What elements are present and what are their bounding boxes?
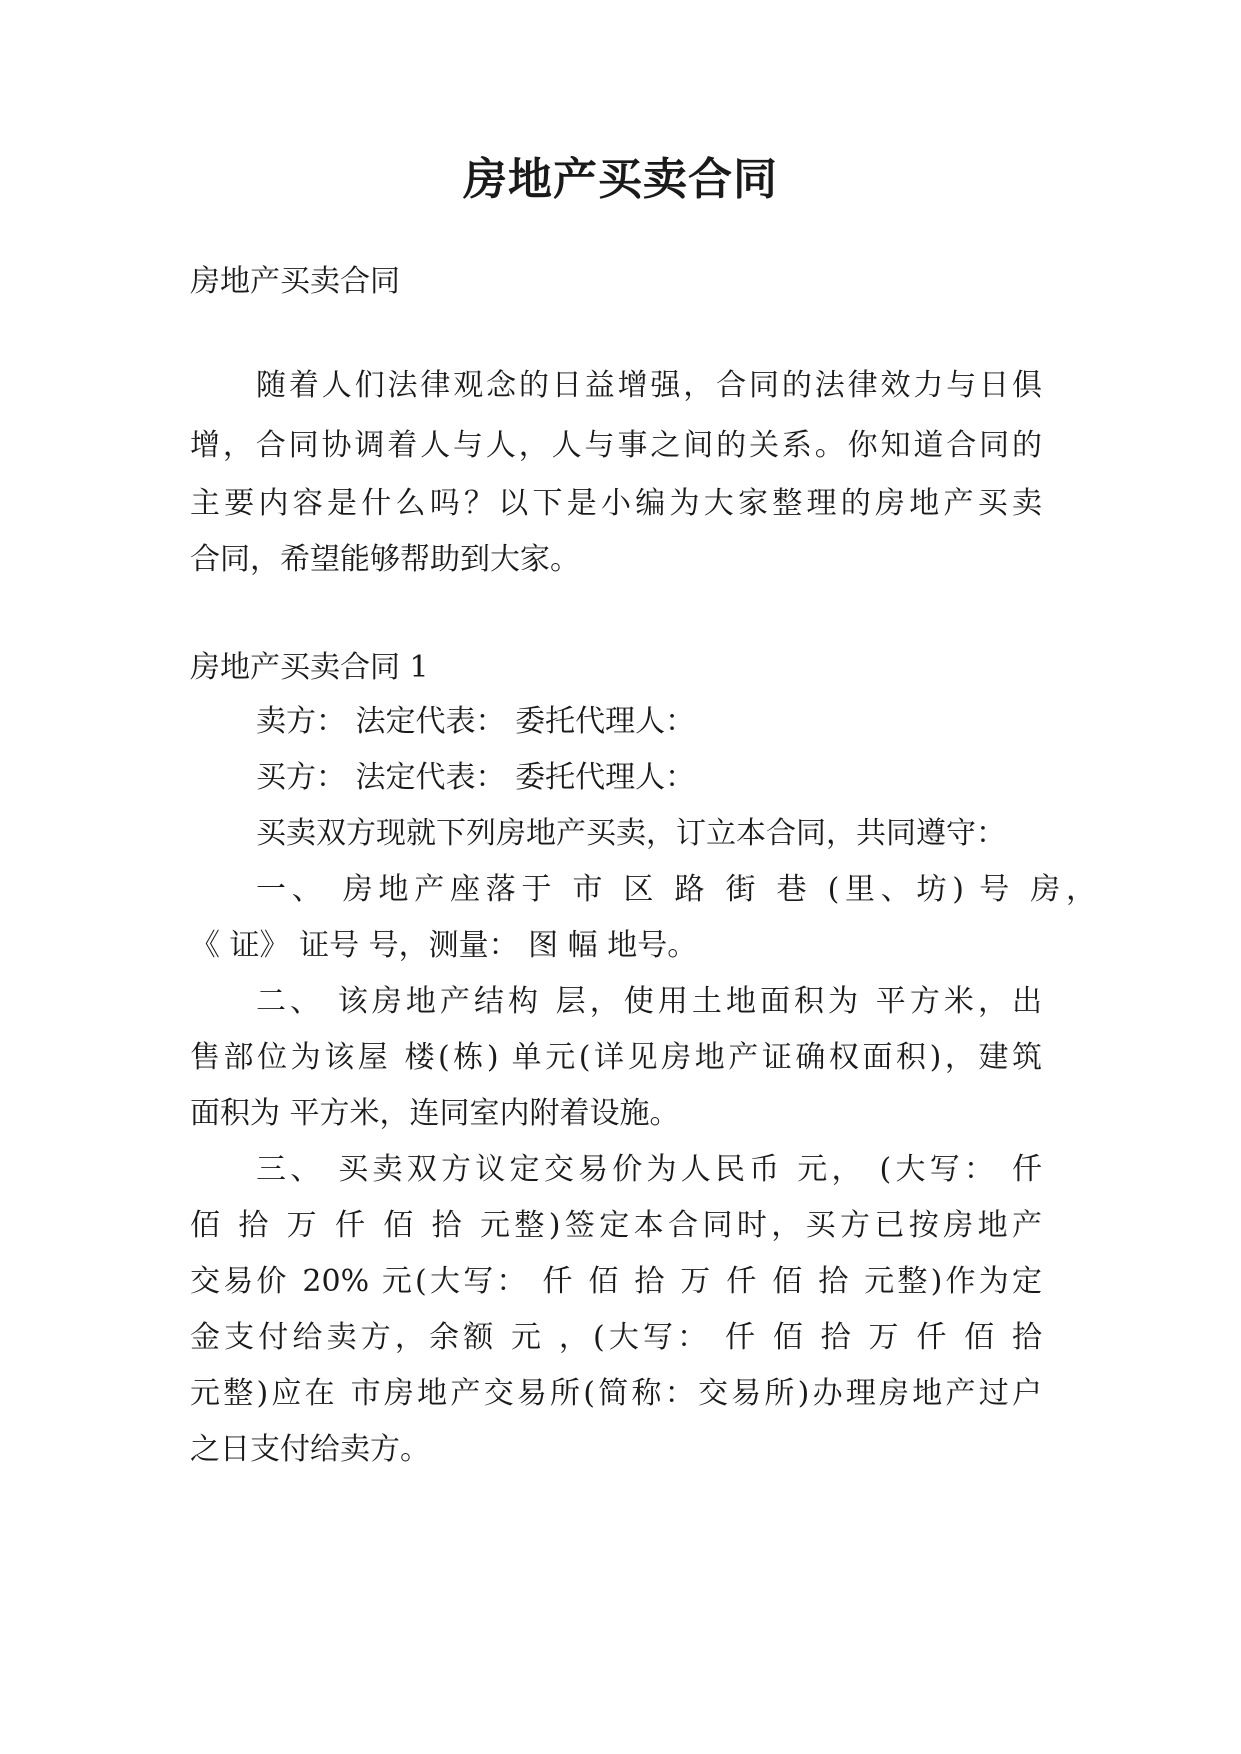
document-heading: 房地产买卖合同 bbox=[190, 264, 400, 299]
seller-line: 卖方： 法定代表： 委托代理人： bbox=[256, 704, 696, 739]
intro-line-1: 随着人们法律观念的日益增强，合同的法律效力与日俱 bbox=[256, 368, 1042, 403]
clause-2-line-2: 售部位为该屋 楼(栋) 单元(详见房地产证确权面积)，建筑 bbox=[190, 1040, 1042, 1075]
document-title: 房地产买卖合同 bbox=[463, 154, 778, 205]
clause-3-line-2: 佰 拾 万 仟 佰 拾 元整)签定本合同时，买方已按房地产 bbox=[190, 1208, 1042, 1243]
clause-1-line-2: 《 证》 证号 号，测量： 图 幅 地号。 bbox=[190, 928, 698, 963]
intro-line-2: 增，合同协调着人与人，人与事之间的关系。你知道合同的 bbox=[190, 428, 1042, 463]
contract-heading: 房地产买卖合同 1 bbox=[190, 650, 429, 685]
intro-line-4: 合同，希望能够帮助到大家。 bbox=[190, 542, 580, 577]
clause-1-line-1: 一、 房地产座落于 市 区 路 街 巷 (里、坊) 号 房， bbox=[256, 872, 1096, 907]
clause-3-line-4: 金支付给卖方，余额 元 ，(大写： 仟 佰 拾 万 仟 佰 拾 bbox=[190, 1320, 1042, 1355]
clause-3-line-3: 交易价 20% 元(大写： 仟 佰 拾 万 仟 佰 拾 元整)作为定 bbox=[190, 1264, 1042, 1299]
clause-3-line-5: 元整)应在 市房地产交易所(简称：交易所)办理房地产过户 bbox=[190, 1376, 1042, 1411]
clause-3-line-6: 之日支付给卖方。 bbox=[190, 1432, 430, 1467]
clause-2-line-3: 面积为 平方米，连同室内附着设施。 bbox=[190, 1096, 680, 1131]
clause-2-line-1: 二、 该房地产结构 层，使用土地面积为 平方米，出 bbox=[256, 984, 1042, 1019]
intro-line-3: 主要内容是什么吗？以下是小编为大家整理的房地产买卖 bbox=[190, 486, 1042, 521]
clause-3-line-1: 三、 买卖双方议定交易价为人民币 元， (大写： 仟 bbox=[256, 1152, 1042, 1187]
preamble-line: 买卖双方现就下列房地产买卖，订立本合同，共同遵守： bbox=[256, 816, 1006, 851]
buyer-line: 买方： 法定代表： 委托代理人： bbox=[256, 760, 696, 795]
